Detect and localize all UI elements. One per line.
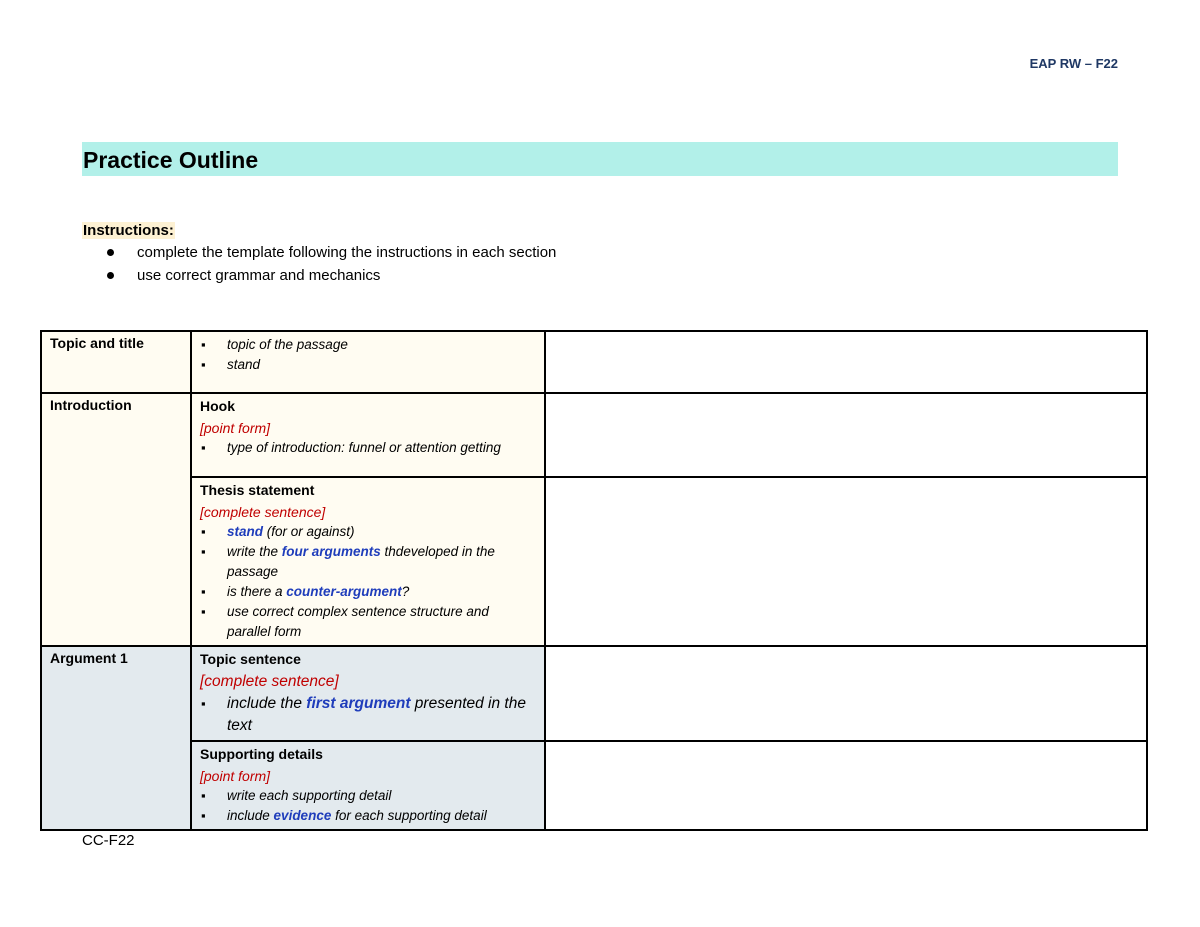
topic-sentence-answer-cell[interactable]	[545, 646, 1147, 741]
topic-sentence-bullets	[200, 693, 536, 737]
list-item	[200, 522, 536, 542]
supporting-details-hint: [point form]	[200, 768, 271, 784]
list-item	[200, 542, 536, 582]
list-item	[200, 806, 536, 826]
table-row	[41, 393, 1147, 477]
row-label-introduction: Introduction	[41, 393, 191, 646]
topic-sentence-hint: [complete sentence]	[200, 673, 339, 690]
keyword-four-arguments: four arguments	[281, 544, 381, 559]
row-label-topic: Topic and title	[41, 331, 191, 393]
hook-guidance-cell	[191, 393, 545, 477]
thesis-title: Thesis statement	[200, 482, 315, 498]
hook-hint: [point form]	[200, 420, 271, 436]
bullet-text: presented in the text	[227, 695, 526, 734]
topic-guidance-cell	[191, 331, 545, 393]
instruction-item: use correct grammar and mechanics	[82, 264, 556, 287]
bullet-text: include	[227, 808, 274, 823]
keyword-evidence: evidence	[273, 808, 332, 823]
bullet-text: (for or against)	[263, 524, 355, 539]
table-row	[41, 741, 1147, 830]
topic-sentence-title: Topic sentence	[200, 651, 301, 667]
thesis-bullets	[200, 522, 536, 642]
table-row	[41, 477, 1147, 646]
keyword-first-argument: first argument	[306, 695, 411, 712]
topic-answer-cell[interactable]	[545, 331, 1147, 393]
table-row	[41, 646, 1147, 741]
bullet-text: ?	[401, 584, 410, 599]
list-item: ▪ write each supporting detail	[200, 786, 536, 806]
header-course-code: EAP RW – F22	[1029, 56, 1118, 71]
bullet-text: for each supporting detail	[331, 808, 487, 823]
title-banner	[82, 142, 1118, 176]
bullet-text: is there a	[227, 584, 287, 599]
bullet-text: include the	[227, 695, 307, 712]
hook-bullets	[200, 438, 536, 458]
row-label-argument-1: Argument 1	[41, 646, 191, 830]
instructions-block	[82, 222, 556, 287]
instruction-item: complete the template following the instructions in each section	[82, 241, 556, 264]
bullet-text: thdeveloped in the passage	[227, 544, 495, 579]
supporting-details-guidance-cell	[191, 741, 545, 830]
supporting-details-title: Supporting details	[200, 746, 323, 762]
thesis-hint: [complete sentence]	[200, 504, 326, 520]
keyword-stand: stand	[227, 524, 264, 539]
list-item: ▪ topic of the passage	[200, 335, 536, 355]
list-item: ▪ use correct complex sentence structure and parallel form	[200, 602, 536, 642]
thesis-answer-cell[interactable]	[545, 477, 1147, 646]
instructions-label: Instructions:	[83, 222, 174, 239]
instructions-list	[82, 241, 556, 287]
outline-table	[40, 330, 1148, 831]
bullet-text: write the	[227, 544, 282, 559]
page-title: Practice Outline	[83, 147, 259, 173]
list-item: ▪ stand	[200, 355, 536, 375]
list-item	[200, 693, 536, 737]
topic-sentence-guidance-cell	[191, 646, 545, 741]
hook-title: Hook	[200, 398, 235, 414]
topic-bullets	[200, 335, 536, 375]
supporting-details-bullets	[200, 786, 536, 826]
thesis-guidance-cell	[191, 477, 545, 646]
hook-answer-cell[interactable]	[545, 393, 1147, 477]
supporting-details-answer-cell[interactable]	[545, 741, 1147, 830]
list-item: ▪ type of introduction: funnel or attention getting	[200, 438, 536, 458]
footer-code: CC-F22	[82, 832, 135, 849]
keyword-counter-argument: counter-argument	[286, 584, 402, 599]
list-item	[200, 582, 536, 602]
table-row	[41, 331, 1147, 393]
